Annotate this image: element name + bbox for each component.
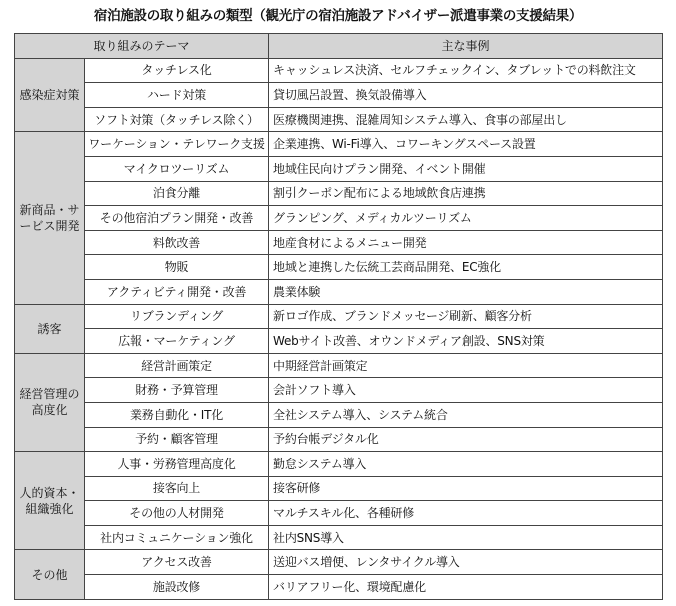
example-cell: 医療機関連携、混雑周知システム導入、食事の部屋出し <box>269 107 663 132</box>
example-cell: 企業連携、Wi-Fi導入、コワーキングスペース設置 <box>269 132 663 157</box>
header-example: 主な事例 <box>269 34 663 59</box>
example-cell: 接客研修 <box>269 476 663 501</box>
example-cell: 予約台帳デジタル化 <box>269 427 663 452</box>
table-row <box>15 58 663 83</box>
example-cell: キャッシュレス決済、セルフチェックイン、タブレットでの料飲注文 <box>269 58 663 83</box>
theme-cell: 予約・顧客管理 <box>85 427 269 452</box>
category-cell: 新商品・サービス開発 <box>15 132 85 304</box>
example-cell: グランピング、メディカルツーリズム <box>269 206 663 231</box>
example-cell: 農業体験 <box>269 279 663 304</box>
theme-cell: ハード対策 <box>85 83 269 108</box>
category-cell: 人的資本・組織強化 <box>15 452 85 550</box>
example-cell: 割引クーポン配布による地域飲食店連携 <box>269 181 663 206</box>
theme-cell: 物販 <box>85 255 269 280</box>
theme-cell: 業務自動化・IT化 <box>85 402 269 427</box>
theme-cell: 社内コミュニケーション強化 <box>85 525 269 550</box>
example-cell: 地域と連携した伝統工芸商品開発、EC強化 <box>269 255 663 280</box>
table-row <box>15 107 663 132</box>
table-row <box>15 575 663 600</box>
theme-cell: 接客向上 <box>85 476 269 501</box>
category-cell: 感染症対策 <box>15 58 85 132</box>
example-cell: 社内SNS導入 <box>269 525 663 550</box>
table-row <box>15 501 663 526</box>
theme-cell: 財務・予算管理 <box>85 378 269 403</box>
table-row <box>15 255 663 280</box>
table-row <box>15 206 663 231</box>
example-cell: マルチスキル化、各種研修 <box>269 501 663 526</box>
table-row <box>15 83 663 108</box>
example-cell: 地産食材によるメニュー開発 <box>269 230 663 255</box>
initiatives-table <box>14 33 663 600</box>
table-row <box>15 181 663 206</box>
theme-cell: 泊食分離 <box>85 181 269 206</box>
table-row <box>15 525 663 550</box>
theme-cell: 施設改修 <box>85 575 269 600</box>
table-row <box>15 132 663 157</box>
table-row <box>15 402 663 427</box>
theme-cell: アクティビティ開発・改善 <box>85 279 269 304</box>
theme-cell: その他の人材開発 <box>85 501 269 526</box>
theme-cell: アクセス改善 <box>85 550 269 575</box>
example-cell: 会計ソフト導入 <box>269 378 663 403</box>
category-cell: 経営管理の高度化 <box>15 353 85 451</box>
theme-cell: 人事・労務管理高度化 <box>85 452 269 477</box>
theme-cell: 広報・マーケティング <box>85 329 269 354</box>
theme-cell: リブランディング <box>85 304 269 329</box>
theme-cell: ソフト対策（タッチレス除く） <box>85 107 269 132</box>
table-row <box>15 550 663 575</box>
example-cell: 貸切風呂設置、換気設備導入 <box>269 83 663 108</box>
table-row <box>15 427 663 452</box>
theme-cell: 料飲改善 <box>85 230 269 255</box>
example-cell: 送迎バス増便、レンタサイクル導入 <box>269 550 663 575</box>
theme-cell: ワーケーション・テレワーク支援 <box>85 132 269 157</box>
theme-cell: 経営計画策定 <box>85 353 269 378</box>
table-header-row <box>15 34 663 59</box>
category-cell: その他 <box>15 550 85 599</box>
example-cell: 勤怠システム導入 <box>269 452 663 477</box>
table-row <box>15 329 663 354</box>
table-row <box>15 279 663 304</box>
example-cell: Webサイト改善、オウンドメディア創設、SNS対策 <box>269 329 663 354</box>
example-cell: 中期経営計画策定 <box>269 353 663 378</box>
page-title: 宿泊施設の取り組みの類型（観光庁の宿泊施設アドバイザー派遣事業の支援結果） <box>93 8 583 24</box>
table-row <box>15 353 663 378</box>
example-cell: 地域住民向けプラン開発、イベント開催 <box>269 156 663 181</box>
table-row <box>15 304 663 329</box>
table-row <box>15 452 663 477</box>
table-row <box>15 230 663 255</box>
example-cell: バリアフリー化、環境配慮化 <box>269 575 663 600</box>
category-cell: 誘客 <box>15 304 85 353</box>
table-row <box>15 476 663 501</box>
theme-cell: マイクロツーリズム <box>85 156 269 181</box>
header-theme: 取り組みのテーマ <box>15 34 269 59</box>
table-body <box>15 58 663 599</box>
theme-cell: その他宿泊プラン開発・改善 <box>85 206 269 231</box>
table-row <box>15 156 663 181</box>
theme-cell: タッチレス化 <box>85 58 269 83</box>
table-row <box>15 378 663 403</box>
example-cell: 新ロゴ作成、ブランドメッセージ刷新、顧客分析 <box>269 304 663 329</box>
example-cell: 全社システム導入、システム統合 <box>269 402 663 427</box>
